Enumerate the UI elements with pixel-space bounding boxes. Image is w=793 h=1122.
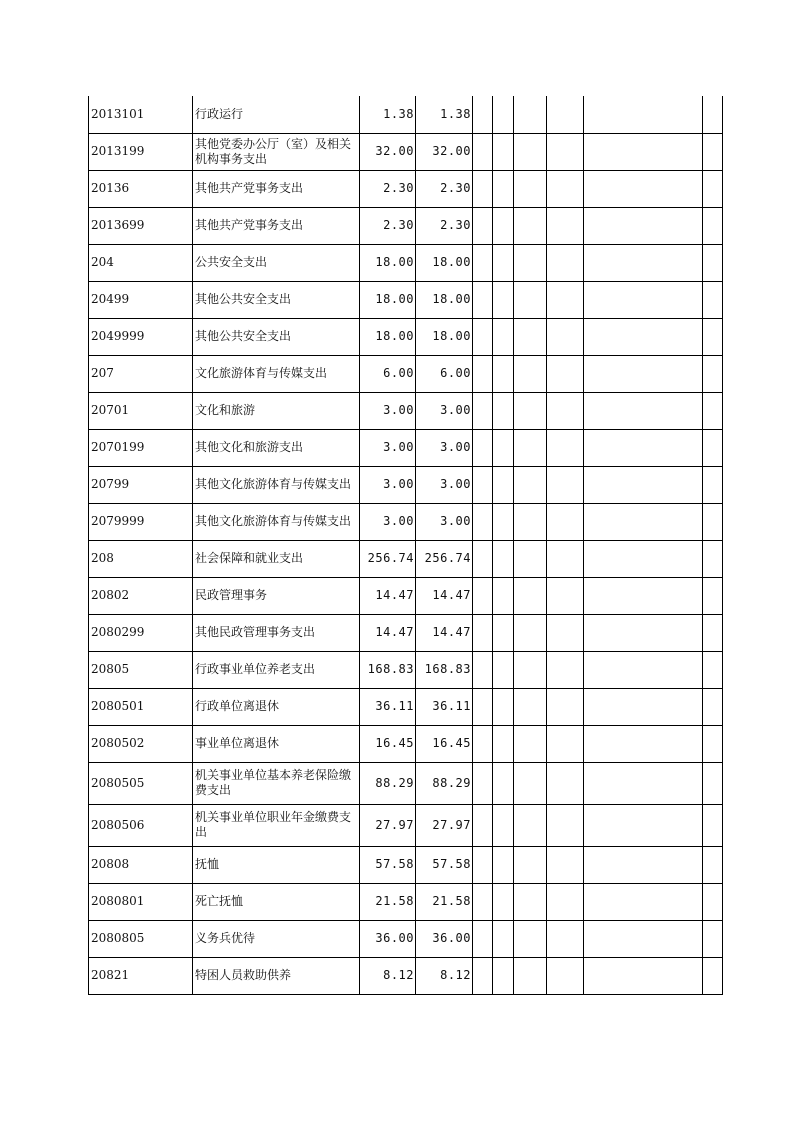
name-cell — [193, 429, 360, 466]
empty-cell — [514, 725, 547, 762]
empty-cell — [584, 688, 703, 725]
name-text: 文化和旅游 — [195, 403, 256, 417]
empty-cell — [493, 392, 514, 429]
empty-cell — [514, 577, 547, 614]
code-cell: 2080502 — [89, 725, 193, 762]
empty-cell — [584, 133, 703, 170]
table-row — [89, 883, 723, 920]
empty-cell — [493, 281, 514, 318]
empty-cell — [547, 355, 584, 392]
code-cell: 2080801 — [89, 883, 193, 920]
empty-cell — [547, 466, 584, 503]
empty-cell — [473, 503, 493, 540]
empty-cell — [514, 957, 547, 994]
name-text: 机关事业单位职业年金缴费支出 — [195, 810, 352, 839]
code-cell: 20799 — [89, 466, 193, 503]
basic-cell: 27.97 — [416, 804, 473, 846]
name-text: 其他文化旅游体育与传媒支出 — [195, 477, 352, 491]
name-cell — [193, 920, 360, 957]
table-row — [89, 355, 723, 392]
name-cell — [193, 466, 360, 503]
empty-cell — [703, 804, 723, 846]
table-row — [89, 920, 723, 957]
empty-cell — [547, 614, 584, 651]
empty-cell — [514, 207, 547, 244]
empty-cell — [473, 762, 493, 804]
basic-cell: 36.11 — [416, 688, 473, 725]
name-cell — [193, 804, 360, 846]
empty-cell — [584, 846, 703, 883]
empty-cell — [473, 651, 493, 688]
empty-cell — [473, 920, 493, 957]
expenditure-table — [88, 96, 723, 995]
table-row — [89, 392, 723, 429]
empty-cell — [703, 392, 723, 429]
name-cell — [193, 883, 360, 920]
empty-cell — [547, 244, 584, 281]
name-text: 其他党委办公厅（室）及相关机构事务支出 — [195, 136, 352, 166]
code-cell: 2070199 — [89, 429, 193, 466]
name-text: 其他民政管理事务支出 — [195, 625, 316, 639]
empty-cell — [584, 355, 703, 392]
empty-cell — [514, 804, 547, 846]
empty-cell — [703, 429, 723, 466]
empty-cell — [584, 920, 703, 957]
empty-cell — [584, 207, 703, 244]
basic-cell: 3.00 — [416, 429, 473, 466]
empty-cell — [514, 614, 547, 651]
empty-cell — [547, 281, 584, 318]
empty-cell — [547, 170, 584, 207]
total-cell: 18.00 — [360, 244, 416, 281]
empty-cell — [547, 804, 584, 846]
table-row — [89, 957, 723, 994]
name-text: 抚恤 — [195, 857, 220, 871]
total-cell: 8.12 — [360, 957, 416, 994]
empty-cell — [547, 762, 584, 804]
table-row — [89, 429, 723, 466]
empty-cell — [514, 429, 547, 466]
table-row — [89, 577, 723, 614]
table-row — [89, 170, 723, 207]
empty-cell — [514, 133, 547, 170]
empty-cell — [584, 957, 703, 994]
empty-cell — [703, 540, 723, 577]
code-cell: 2013101 — [89, 96, 193, 133]
name-cell — [193, 503, 360, 540]
name-cell — [193, 96, 360, 133]
code-cell: 207 — [89, 355, 193, 392]
empty-cell — [547, 429, 584, 466]
empty-cell — [584, 577, 703, 614]
empty-cell — [473, 804, 493, 846]
table-row — [89, 503, 723, 540]
empty-cell — [703, 503, 723, 540]
empty-cell — [703, 170, 723, 207]
code-cell: 2049999 — [89, 318, 193, 355]
total-cell: 16.45 — [360, 725, 416, 762]
empty-cell — [514, 883, 547, 920]
name-cell — [193, 244, 360, 281]
empty-cell — [473, 96, 493, 133]
empty-cell — [493, 355, 514, 392]
empty-cell — [493, 688, 514, 725]
empty-cell — [473, 725, 493, 762]
basic-cell: 18.00 — [416, 281, 473, 318]
name-text: 机关事业单位基本养老保险缴费支出 — [195, 768, 352, 797]
empty-cell — [473, 688, 493, 725]
empty-cell — [493, 170, 514, 207]
name-text: 特困人员救助供养 — [195, 968, 292, 982]
basic-cell: 3.00 — [416, 392, 473, 429]
name-cell — [193, 207, 360, 244]
basic-cell: 168.83 — [416, 651, 473, 688]
table-row — [89, 540, 723, 577]
empty-cell — [493, 133, 514, 170]
code-cell: 2080805 — [89, 920, 193, 957]
table-row — [89, 244, 723, 281]
basic-cell: 1.38 — [416, 96, 473, 133]
empty-cell — [547, 133, 584, 170]
empty-cell — [514, 244, 547, 281]
empty-cell — [493, 429, 514, 466]
code-cell: 20499 — [89, 281, 193, 318]
basic-cell: 16.45 — [416, 725, 473, 762]
name-cell — [193, 846, 360, 883]
empty-cell — [514, 762, 547, 804]
empty-cell — [547, 725, 584, 762]
code-cell: 2080501 — [89, 688, 193, 725]
empty-cell — [473, 429, 493, 466]
empty-cell — [584, 281, 703, 318]
name-cell — [193, 614, 360, 651]
empty-cell — [584, 392, 703, 429]
total-cell: 14.47 — [360, 614, 416, 651]
code-cell: 204 — [89, 244, 193, 281]
empty-cell — [703, 318, 723, 355]
total-cell: 88.29 — [360, 762, 416, 804]
empty-cell — [547, 920, 584, 957]
empty-cell — [473, 392, 493, 429]
name-cell — [193, 762, 360, 804]
name-cell — [193, 540, 360, 577]
name-text: 其他公共安全支出 — [195, 292, 292, 306]
name-text: 民政管理事务 — [195, 588, 268, 602]
empty-cell — [547, 503, 584, 540]
table-body — [89, 96, 723, 994]
empty-cell — [514, 651, 547, 688]
table-row — [89, 688, 723, 725]
name-cell — [193, 170, 360, 207]
basic-cell: 32.00 — [416, 133, 473, 170]
basic-cell: 2.30 — [416, 207, 473, 244]
name-text: 行政单位离退休 — [195, 699, 280, 713]
total-cell: 256.74 — [360, 540, 416, 577]
basic-cell: 57.58 — [416, 846, 473, 883]
total-cell: 32.00 — [360, 133, 416, 170]
table-row — [89, 281, 723, 318]
name-text: 其他文化和旅游支出 — [195, 440, 304, 454]
empty-cell — [584, 318, 703, 355]
empty-cell — [493, 318, 514, 355]
code-cell: 20821 — [89, 957, 193, 994]
empty-cell — [473, 133, 493, 170]
empty-cell — [584, 170, 703, 207]
name-cell — [193, 688, 360, 725]
empty-cell — [493, 957, 514, 994]
basic-cell: 36.00 — [416, 920, 473, 957]
empty-cell — [584, 762, 703, 804]
name-text: 其他公共安全支出 — [195, 329, 292, 343]
empty-cell — [703, 957, 723, 994]
table-row — [89, 466, 723, 503]
empty-cell — [703, 688, 723, 725]
empty-cell — [493, 846, 514, 883]
empty-cell — [584, 614, 703, 651]
empty-cell — [493, 96, 514, 133]
name-cell — [193, 957, 360, 994]
empty-cell — [473, 355, 493, 392]
empty-cell — [473, 577, 493, 614]
empty-cell — [514, 688, 547, 725]
basic-cell: 6.00 — [416, 355, 473, 392]
total-cell: 2.30 — [360, 170, 416, 207]
name-cell — [193, 392, 360, 429]
table-row — [89, 207, 723, 244]
empty-cell — [703, 614, 723, 651]
code-cell: 2080505 — [89, 762, 193, 804]
empty-cell — [703, 577, 723, 614]
basic-cell: 2.30 — [416, 170, 473, 207]
empty-cell — [584, 96, 703, 133]
empty-cell — [493, 804, 514, 846]
name-text: 文化旅游体育与传媒支出 — [195, 366, 328, 380]
empty-cell — [473, 540, 493, 577]
total-cell: 3.00 — [360, 392, 416, 429]
table-row — [89, 651, 723, 688]
empty-cell — [703, 846, 723, 883]
empty-cell — [473, 466, 493, 503]
code-cell: 20701 — [89, 392, 193, 429]
empty-cell — [547, 207, 584, 244]
empty-cell — [703, 466, 723, 503]
code-cell: 2079999 — [89, 503, 193, 540]
empty-cell — [473, 170, 493, 207]
code-cell: 2080506 — [89, 804, 193, 846]
total-cell: 3.00 — [360, 503, 416, 540]
total-cell: 168.83 — [360, 651, 416, 688]
total-cell: 6.00 — [360, 355, 416, 392]
total-cell: 18.00 — [360, 281, 416, 318]
empty-cell — [584, 725, 703, 762]
total-cell: 14.47 — [360, 577, 416, 614]
empty-cell — [584, 804, 703, 846]
empty-cell — [514, 318, 547, 355]
empty-cell — [547, 540, 584, 577]
total-cell: 21.58 — [360, 883, 416, 920]
empty-cell — [547, 577, 584, 614]
total-cell: 36.11 — [360, 688, 416, 725]
empty-cell — [473, 614, 493, 651]
name-text: 事业单位离退休 — [195, 736, 280, 750]
empty-cell — [547, 392, 584, 429]
empty-cell — [703, 762, 723, 804]
name-cell — [193, 725, 360, 762]
empty-cell — [703, 207, 723, 244]
empty-cell — [547, 883, 584, 920]
empty-cell — [473, 957, 493, 994]
basic-cell: 256.74 — [416, 540, 473, 577]
basic-cell: 14.47 — [416, 577, 473, 614]
empty-cell — [584, 503, 703, 540]
empty-cell — [547, 846, 584, 883]
total-cell: 3.00 — [360, 429, 416, 466]
empty-cell — [493, 503, 514, 540]
empty-cell — [514, 355, 547, 392]
name-cell — [193, 577, 360, 614]
name-text: 义务兵优待 — [195, 931, 256, 945]
total-cell: 1.38 — [360, 96, 416, 133]
name-text: 行政运行 — [195, 106, 244, 121]
table-row — [89, 846, 723, 883]
empty-cell — [703, 920, 723, 957]
empty-cell — [493, 651, 514, 688]
budget-sheet — [88, 96, 723, 995]
empty-cell — [584, 883, 703, 920]
empty-cell — [547, 957, 584, 994]
empty-cell — [703, 244, 723, 281]
basic-cell: 8.12 — [416, 957, 473, 994]
name-cell — [193, 281, 360, 318]
empty-cell — [584, 244, 703, 281]
basic-cell: 88.29 — [416, 762, 473, 804]
name-text: 其他共产党事务支出 — [195, 181, 304, 195]
basic-cell: 18.00 — [416, 318, 473, 355]
table-row — [89, 96, 723, 133]
basic-cell: 3.00 — [416, 466, 473, 503]
total-cell: 36.00 — [360, 920, 416, 957]
table-row — [89, 318, 723, 355]
empty-cell — [493, 614, 514, 651]
empty-cell — [584, 540, 703, 577]
code-cell: 20136 — [89, 170, 193, 207]
empty-cell — [493, 725, 514, 762]
empty-cell — [514, 920, 547, 957]
table-row — [89, 614, 723, 651]
name-cell — [193, 355, 360, 392]
empty-cell — [703, 355, 723, 392]
basic-cell: 18.00 — [416, 244, 473, 281]
empty-cell — [703, 651, 723, 688]
empty-cell — [703, 725, 723, 762]
empty-cell — [584, 651, 703, 688]
empty-cell — [547, 96, 584, 133]
name-text: 其他共产党事务支出 — [195, 218, 304, 232]
code-cell: 2013699 — [89, 207, 193, 244]
empty-cell — [547, 688, 584, 725]
empty-cell — [514, 846, 547, 883]
total-cell: 2.30 — [360, 207, 416, 244]
total-cell: 27.97 — [360, 804, 416, 846]
empty-cell — [473, 244, 493, 281]
empty-cell — [493, 207, 514, 244]
empty-cell — [514, 392, 547, 429]
empty-cell — [493, 762, 514, 804]
empty-cell — [514, 96, 547, 133]
table-row — [89, 804, 723, 846]
name-cell — [193, 133, 360, 170]
name-text: 公共安全支出 — [195, 255, 268, 269]
basic-cell: 3.00 — [416, 503, 473, 540]
table-row — [89, 725, 723, 762]
code-cell: 2080299 — [89, 614, 193, 651]
code-cell: 20808 — [89, 846, 193, 883]
total-cell: 18.00 — [360, 318, 416, 355]
empty-cell — [493, 920, 514, 957]
empty-cell — [514, 170, 547, 207]
empty-cell — [493, 466, 514, 503]
empty-cell — [473, 846, 493, 883]
table-row — [89, 762, 723, 804]
empty-cell — [547, 318, 584, 355]
empty-cell — [473, 883, 493, 920]
table-row — [89, 133, 723, 170]
empty-cell — [493, 244, 514, 281]
total-cell: 3.00 — [360, 466, 416, 503]
empty-cell — [514, 466, 547, 503]
name-text: 死亡抚恤 — [195, 894, 244, 908]
empty-cell — [514, 281, 547, 318]
basic-cell: 21.58 — [416, 883, 473, 920]
total-cell: 57.58 — [360, 846, 416, 883]
basic-cell: 14.47 — [416, 614, 473, 651]
empty-cell — [703, 281, 723, 318]
empty-cell — [493, 540, 514, 577]
code-cell: 20805 — [89, 651, 193, 688]
empty-cell — [493, 577, 514, 614]
empty-cell — [703, 133, 723, 170]
code-cell: 20802 — [89, 577, 193, 614]
name-cell — [193, 318, 360, 355]
empty-cell — [493, 883, 514, 920]
empty-cell — [584, 429, 703, 466]
empty-cell — [703, 883, 723, 920]
empty-cell — [547, 651, 584, 688]
code-cell: 2013199 — [89, 133, 193, 170]
name-text: 其他文化旅游体育与传媒支出 — [195, 514, 352, 528]
empty-cell — [473, 207, 493, 244]
code-cell: 208 — [89, 540, 193, 577]
empty-cell — [514, 503, 547, 540]
empty-cell — [703, 96, 723, 133]
empty-cell — [473, 318, 493, 355]
empty-cell — [514, 540, 547, 577]
name-text: 行政事业单位养老支出 — [195, 662, 316, 676]
empty-cell — [584, 466, 703, 503]
empty-cell — [473, 281, 493, 318]
name-cell — [193, 651, 360, 688]
name-text: 社会保障和就业支出 — [195, 551, 304, 565]
